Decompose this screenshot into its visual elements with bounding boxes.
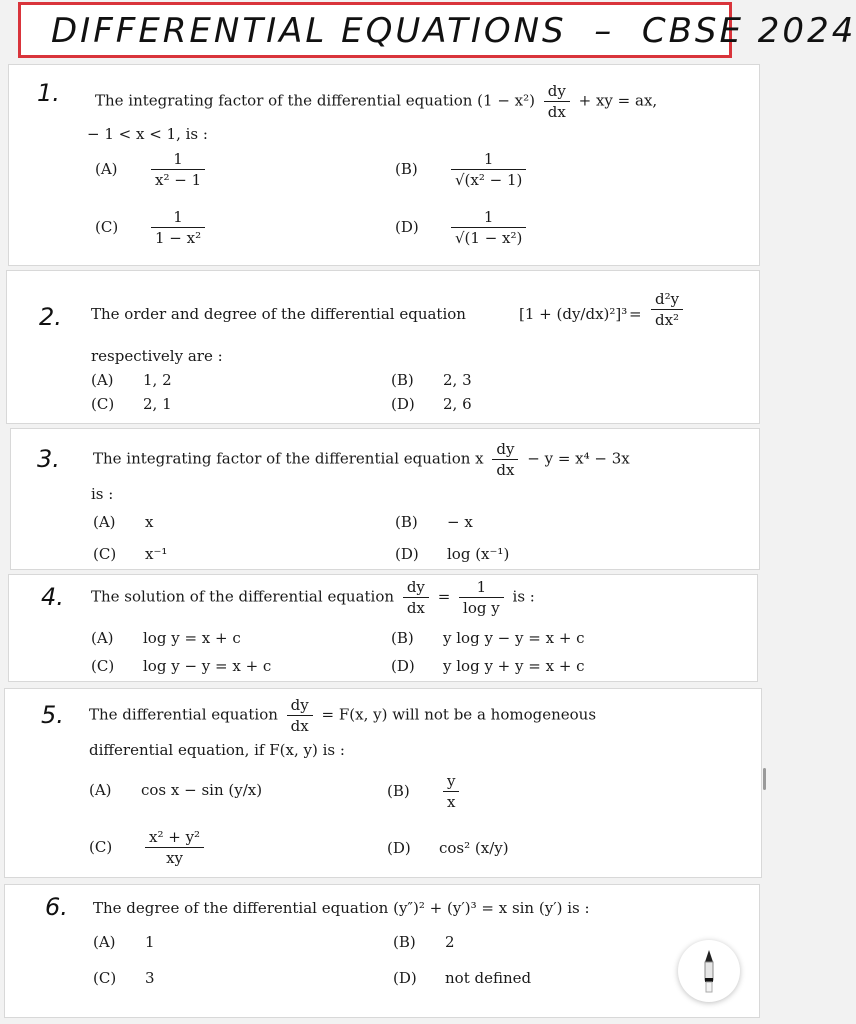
question-card-6 bbox=[4, 884, 760, 1018]
question-text-line2: respectively are : bbox=[91, 347, 223, 365]
option-a[interactable]: (A) log y = x + c bbox=[91, 629, 241, 647]
equation-rhs: $\frac{\text{d²y}}{\text{dx²}}$ bbox=[647, 289, 687, 330]
option-a[interactable]: (A) $\frac{1}{\text{x² − 1}}$ bbox=[95, 149, 209, 190]
question-card-4 bbox=[8, 574, 758, 682]
option-b[interactable]: (B) − x bbox=[395, 513, 473, 531]
equation-lhs: [1 + (dy/dx)²]³ bbox=[519, 305, 628, 323]
option-c[interactable]: (C) $\frac{\text{x² + y²}}{xy}$ bbox=[89, 827, 208, 868]
question-text: The integrating factor of the differential equation x $\frac{dy}{dx}$ − y = x⁴ − 3x bbox=[93, 440, 630, 479]
question-text: The differential equation $\frac{dy}{dx}$ = F(x, y) will not be a homogeneous bbox=[89, 696, 597, 735]
option-d[interactable]: (D) not defined bbox=[393, 969, 532, 987]
option-d[interactable]: (D) $\frac{1}{\text{√(1 − x²)}}$ bbox=[395, 207, 530, 248]
option-a[interactable]: (A) x bbox=[93, 513, 154, 531]
question-text-line2: is : bbox=[91, 485, 114, 503]
question-number: 2. bbox=[39, 303, 62, 331]
option-d[interactable]: (D) 2, 6 bbox=[391, 395, 472, 413]
option-c[interactable]: (C) 2, 1 bbox=[91, 395, 172, 413]
question-number: 3. bbox=[37, 445, 60, 473]
option-c[interactable]: (C) x⁻¹ bbox=[93, 545, 168, 563]
option-d[interactable]: (D) cos² (x/y) bbox=[387, 839, 509, 857]
option-b[interactable]: (B) $\frac{y}{x}$ bbox=[387, 771, 463, 812]
question-text-line2: − 1 < x < 1, is : bbox=[87, 125, 208, 143]
option-c[interactable]: (C) $\frac{1}{\text{1 − x²}}$ bbox=[95, 207, 209, 248]
question-text: The integrating factor of the differential equation (1 − x²) $\frac{dy}{dx}$ + xy = ax, bbox=[95, 82, 658, 121]
option-c[interactable]: (C) 3 bbox=[93, 969, 155, 987]
question-number: 5. bbox=[41, 701, 64, 729]
question-card-1 bbox=[8, 64, 760, 266]
question-text: The order and degree of the differential equation bbox=[91, 305, 466, 323]
option-b[interactable]: (B) y log y − y = x + c bbox=[391, 629, 585, 647]
option-b[interactable]: (B) $\frac{1}{\text{√(x² − 1)}}$ bbox=[395, 149, 530, 190]
option-b[interactable]: (B) 2 bbox=[393, 933, 455, 951]
fraction: $\frac{dy}{dx}$ bbox=[544, 81, 570, 122]
question-number: 6. bbox=[45, 893, 68, 921]
option-a[interactable]: (A) 1 bbox=[93, 933, 155, 951]
question-number: 4. bbox=[41, 583, 64, 611]
option-b[interactable]: (B) 2, 3 bbox=[391, 371, 472, 389]
header-title-box bbox=[18, 2, 856, 58]
scrollbar-handle[interactable] bbox=[763, 768, 766, 790]
question-text-line2: differential equation, if F(x, y) is : bbox=[89, 741, 345, 759]
option-d[interactable]: (D) y log y + y = x + c bbox=[391, 657, 585, 675]
pen-tool-button[interactable] bbox=[678, 940, 740, 1002]
option-d[interactable]: (D) log (x⁻¹) bbox=[395, 545, 510, 563]
option-c[interactable]: (C) log y − y = x + c bbox=[91, 657, 272, 675]
question-number: 1. bbox=[37, 79, 60, 107]
option-a[interactable]: (A) cos x − sin (y/x) bbox=[89, 781, 263, 799]
question-text: The degree of the differential equation (y″)² + (y′)³ = x sin (y′) is : bbox=[93, 899, 590, 917]
question-card-2 bbox=[6, 270, 760, 424]
question-card-5 bbox=[4, 688, 762, 878]
equation-equals: = bbox=[629, 305, 642, 323]
option-a[interactable]: (A) 1, 2 bbox=[91, 371, 172, 389]
page-title: DIFFERENTIAL EQUATIONS – CBSE 2024 bbox=[51, 11, 856, 51]
question-text: The solution of the differential equation $\frac{dy}{dx}$ = $\frac{1}{\text{log y}}$ is : bbox=[91, 578, 535, 617]
question-card-3 bbox=[10, 428, 760, 570]
